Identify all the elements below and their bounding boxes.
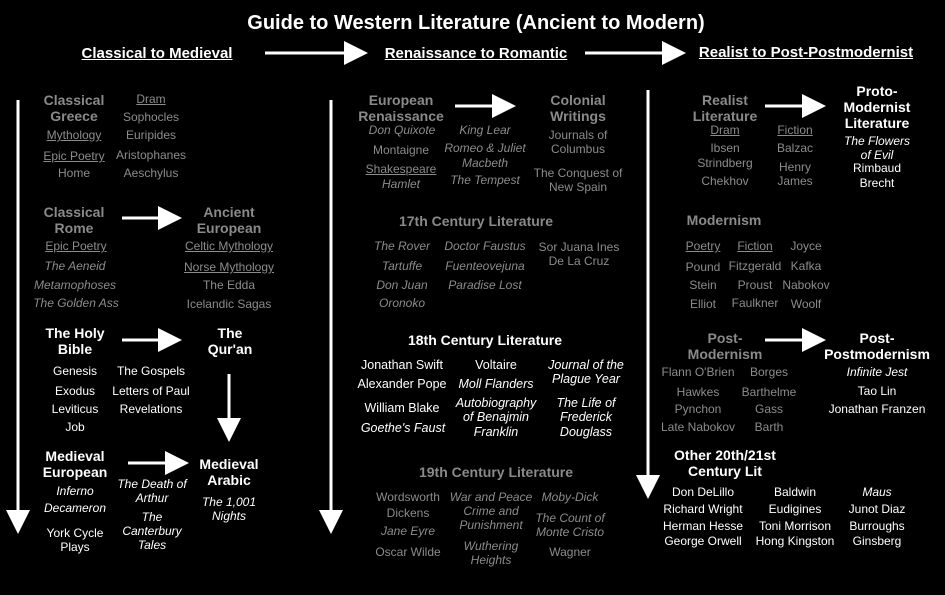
c19-item: Wagner (549, 545, 591, 559)
bible-item: Letters of Paul (112, 384, 190, 398)
greece-item: Epic Poetry (43, 149, 105, 163)
modernism-item: Pound (685, 260, 721, 274)
modernism-item: Proust (737, 278, 773, 292)
rome-item: The Golden Ass (33, 296, 119, 310)
modernism-item: Elliot (689, 297, 717, 311)
bible-item: Revelations (119, 402, 183, 416)
realist-item: Strindberg (697, 156, 753, 170)
c17-item: Tartuffe (381, 259, 423, 273)
realist-item: Chekhov (701, 174, 749, 188)
bible-item: Genesis (52, 364, 98, 378)
c18-item: Journal of the Plague Year (548, 358, 624, 387)
c19-item: Wordsworth (376, 490, 440, 504)
postmodernism-item: Barth (754, 420, 784, 434)
c19-heading: 19th Century Literature (418, 464, 574, 480)
renaissance-item: The Tempest (450, 173, 520, 187)
greece-item: Sophocles (122, 110, 180, 124)
classical-rome-heading: Classical Rome (43, 204, 105, 237)
postmodernism-item: Barthelme (741, 385, 797, 399)
medieval-european-item: Inferno (56, 484, 94, 498)
medieval-european-item: Decameron (43, 501, 107, 515)
european-item: The Edda (202, 278, 256, 292)
classical-greece-heading: Classical Greece (43, 92, 105, 125)
postmodernism-item: Pynchon (674, 402, 722, 416)
realist-item: Dram (710, 123, 740, 137)
bible-item: The Gospels (116, 364, 186, 378)
bible-item: Exodus (54, 384, 96, 398)
c19-item: Moby-Dick (541, 490, 599, 504)
renaissance-item: Romeo & Juliet (444, 141, 526, 155)
postmodernism-item: Borges (749, 365, 789, 379)
modernism-item: Stein (689, 278, 717, 292)
c19-item: Oscar Wilde (375, 545, 441, 559)
colonial-writings-heading: Colonial Writings (550, 92, 606, 125)
bible-item: Leviticus (51, 402, 99, 416)
other-item: Richard Wright (663, 502, 743, 516)
greece-item: Euripides (125, 128, 177, 142)
c17-item: The Rover (373, 239, 431, 253)
post-post-item: Tao Lin (857, 384, 897, 398)
other-item: Burroughs (849, 519, 905, 533)
medieval-european-item: York Cycle Plays (46, 526, 104, 554)
c18-item: Alexander Pope (357, 377, 447, 391)
c18-item: Jonathan Swift (361, 358, 443, 372)
c17-item: Don Juan (376, 278, 428, 292)
renaissance-item: King Lear (459, 123, 511, 137)
era-renaissance-romantic: Renaissance to Romantic (384, 45, 568, 62)
greece-item: Aristophanes (115, 148, 187, 162)
c19-item: War and Peace Crime and Punishment (449, 490, 533, 532)
c19-item: Jane Eyre (380, 524, 436, 538)
european-item: Celtic Mythology (184, 239, 274, 253)
greece-item: Aeschylus (123, 166, 179, 180)
european-item: Norse Mythology (183, 260, 275, 274)
era-realist-postpost: Realist to Post-Postmodernist (698, 44, 914, 61)
c19-item: Wuthering Heights (463, 539, 519, 567)
renaissance-item: Macbeth (461, 156, 509, 170)
modernism-item: Faulkner (731, 296, 779, 310)
c18-item: William Blake (364, 401, 440, 415)
renaissance-item: Shakespeare (365, 162, 437, 176)
realist-item: Henry James (777, 160, 813, 188)
post-post-item: Jonathan Franzen (828, 402, 926, 416)
medieval-european-heading: Medieval European (42, 448, 108, 481)
greece-item: Mythology (46, 128, 102, 142)
other-item: Hong Kingston (755, 534, 835, 548)
renaissance-item: Don Quixote (368, 123, 436, 137)
post-postmodernism-heading: Post- Postmodernism (824, 330, 930, 363)
modernism-heading: Modernism (686, 212, 762, 228)
postmodernism-item: Flann O'Brien (661, 365, 735, 379)
other-20th-21st-heading: Other 20th/21st Century Lit (674, 447, 776, 480)
greece-item: Dram (136, 92, 166, 106)
other-item: Maus (862, 485, 892, 499)
other-item: Eudigines (768, 502, 822, 516)
c18-item: Goethe's Faust (360, 421, 446, 435)
modernism-item: Poetry (685, 239, 721, 253)
ancient-european-heading: Ancient European (196, 204, 262, 237)
renaissance-item: Hamlet (381, 177, 421, 191)
colonial-item: Journals of Columbus (548, 128, 608, 156)
european-item: Icelandic Sagas (186, 297, 272, 311)
modernism-item: Fiction (737, 239, 773, 253)
postmodernism-item: Gass (754, 402, 784, 416)
renaissance-item: Montaigne (372, 143, 430, 157)
post-post-item: Infinite Jest (846, 365, 908, 379)
rome-item: Epic Poetry (45, 239, 107, 253)
c19-item: Dickens (386, 506, 430, 520)
realist-item: Ibsen (710, 141, 740, 155)
medieval-european-item: The Canterbury Tales (122, 510, 182, 552)
c17-item: Sor Juana Ines De La Cruz (538, 240, 620, 268)
other-item: Junot Diaz (848, 502, 906, 516)
other-item: George Orwell (664, 534, 742, 548)
rome-item: The Aeneid (44, 259, 106, 273)
c17-item: Paradise Lost (448, 278, 522, 292)
c18-item: Voltaire (475, 358, 517, 372)
c17-heading: 17th Century Literature (398, 213, 554, 229)
colonial-item: The Conquest of New Spain (533, 166, 623, 194)
other-item: Toni Morrison (758, 519, 832, 533)
c18-item: Autobiography of Benajmin Franklin (455, 396, 537, 439)
rome-item: Metamophoses (33, 278, 117, 292)
c19-item: The Count of Monte Cristo (535, 511, 605, 539)
c18-item: The Life of Frederick Douglass (556, 396, 616, 439)
realist-item: Fiction (777, 123, 813, 137)
other-item: Baldwin (773, 485, 817, 499)
proto-item: Rimbaud (852, 161, 902, 175)
proto-item: The Flowers of Evil (843, 134, 911, 162)
c18-item: Moll Flanders (458, 377, 534, 391)
modernism-item: Woolf (790, 297, 822, 311)
medieval-european-item: The Death of Arthur (117, 477, 187, 505)
other-item: Ginsberg (852, 534, 902, 548)
proto-item: Brecht (859, 176, 895, 190)
proto-modernist-heading: Proto- Modernist Literature (843, 83, 911, 132)
modernism-item: Kafka (790, 259, 822, 273)
modernism-item: Nabokov (782, 278, 830, 292)
page-title: Guide to Western Literature (Ancient to Modern) (247, 12, 705, 34)
modernism-item: Joyce (790, 239, 822, 253)
holy-bible-heading: The Holy Bible (45, 325, 105, 358)
european-renaissance-heading: European Renaissance (358, 92, 444, 125)
medieval-arabic-heading: Medieval Arabic (199, 456, 259, 489)
modernism-item: Fitzgerald (728, 259, 782, 273)
realist-item: Balzac (776, 141, 814, 155)
bible-item: Job (65, 420, 85, 434)
other-item: Herman Hesse (662, 519, 744, 533)
postmodernism-heading: Post- Modernism (687, 330, 763, 363)
other-item: Don DeLillo (671, 485, 735, 499)
c17-item: Doctor Faustus (444, 239, 526, 253)
greece-item: Home (57, 166, 91, 180)
c17-item: Fuenteovejuna (445, 259, 525, 273)
postmodernism-item: Late Nabokov (660, 420, 736, 434)
era-classical-medieval: Classical to Medieval (81, 45, 233, 62)
quran-heading: The Qur'an (207, 325, 253, 358)
realist-literature-heading: Realist Literature (692, 92, 758, 125)
c18-heading: 18th Century Literature (407, 332, 563, 348)
medieval-arabic-item: The 1,001 Nights (201, 495, 257, 523)
postmodernism-item: Hawkes (676, 385, 720, 399)
c17-item: Oronoko (378, 296, 426, 310)
